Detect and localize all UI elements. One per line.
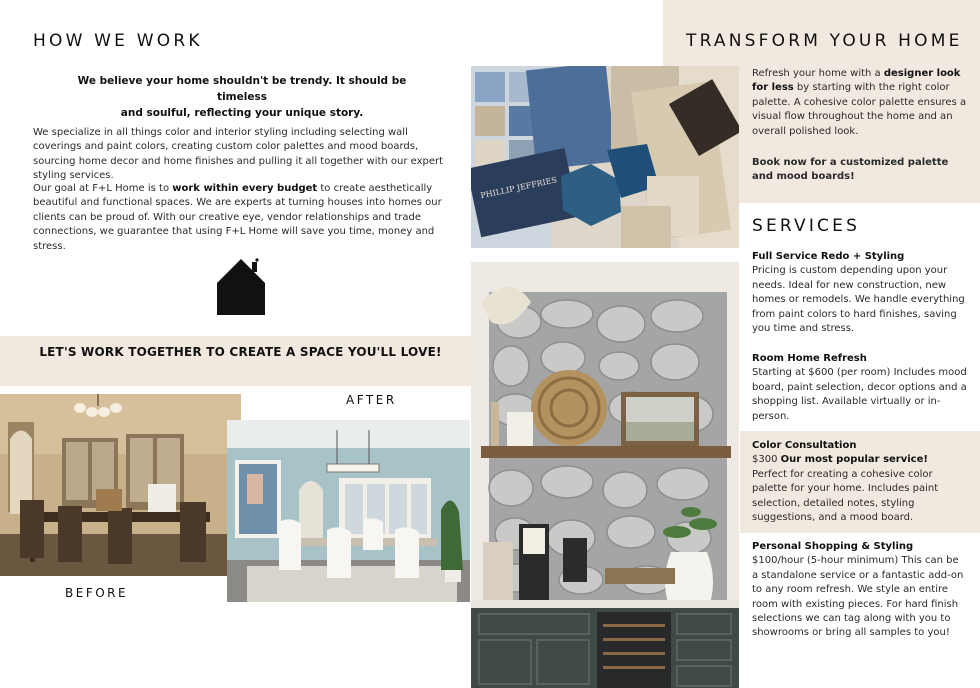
kitchen-photo [471,262,739,688]
transform-cta: Book now for a customized palette and mood boards! [752,157,949,183]
house-icon [216,257,266,315]
banner-text: LET'S WORK TOGETHER TO CREATE A SPACE YOU'LL LOVE! [39,345,442,359]
service-name: Full Service Redo + Styling [752,251,905,262]
service-room-refresh [752,352,967,424]
transform-title: TRANSFORM YOUR HOME [686,31,963,51]
service-desc: Pricing is custom depending upon your needs. Ideal for new construction, new homes or remodels. We handle everything from paint colors to hard finishes, saving you time and stress. [752,265,965,335]
service-desc: Starting at $600 (per room) Includes mood board, paint selection, decor options and a shopping list. Available virtually or in-person. [752,367,967,422]
goal-paragraph: Our goal at F+L Home is to work within every budget to create aesthetically beautiful and functional spaces. We are experts at turning houses into homes our clients can be proud of. With our creative eye, vendor relationships and trade connections, we guarantee that using F+L Home will save you time, money and stress. [33,183,442,252]
swatches-photo [471,66,739,248]
services-title: SERVICES [752,216,861,236]
service-desc: $100/hour (5-hour minimum) This can be a standalone service or a fantastic add-on to any room refresh. We style an entire room with existing pieces. For hard finish selections we can tag along with you to showrooms or bring all samples to you! [752,555,964,639]
service-name: Room Home Refresh [752,353,867,364]
service-full-redo [752,250,967,336]
intro-paragraph: We specialize in all things color and interior styling including selecting wall coverings and paint colors, creating custom color palettes and mood boards, sourcing home decor and home finishes and pulling it all together with our expert styling services. [33,127,444,182]
tagline [52,73,432,121]
before-photo [0,394,241,576]
tagline-line-1: We believe your home shouldn't be trendy. It should be timeless [77,75,407,103]
swatch-brand-text: PHILLIP JEFFRIES [479,175,558,201]
tagline-line-2: and soulful, reflecting your unique story. [120,107,364,119]
service-desc: Perfect for creating a cohesive color palette for your home. Includes paint selection, detailed notes, styling suggestions, and a mood board. [752,468,939,524]
before-label: BEFORE [65,586,129,600]
service-name: Personal Shopping & Styling [752,541,914,552]
transform-text: Refresh your home with a designer look for less by starting with the right color palette. A cohesive color palette ensures a visual flow throughout the home and an overall polished look. [752,68,967,137]
after-label: AFTER [346,393,397,407]
service-price-line: $300 Our most popular service! [752,454,928,466]
after-photo [227,420,470,602]
service-personal-shopping [752,540,967,641]
how-we-work-title: HOW WE WORK [33,31,203,51]
service-color-consultation [752,439,967,525]
banner-bg [0,336,481,386]
service-name: Color Consultation [752,440,857,451]
